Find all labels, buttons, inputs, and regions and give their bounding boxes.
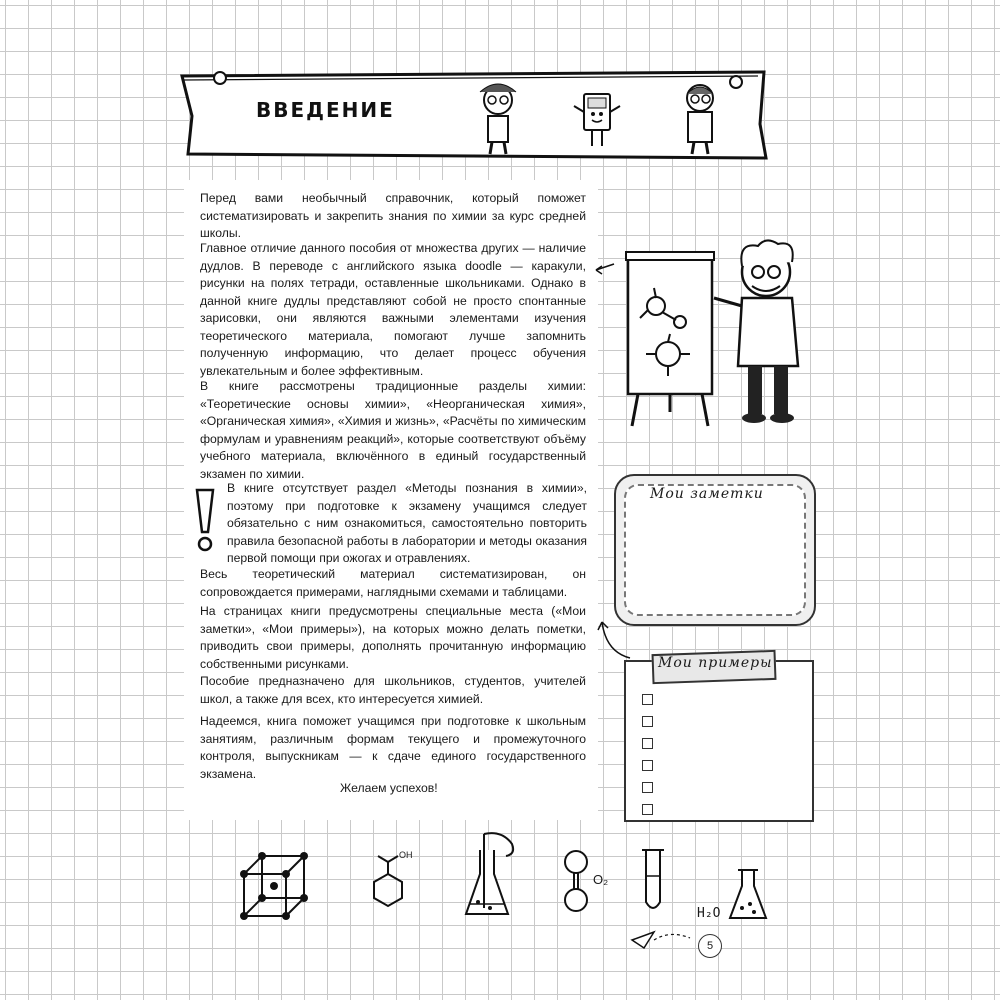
book-doodle-icon [572, 90, 622, 152]
erlenmeyer-flask-icon [728, 866, 768, 922]
example-checkbox[interactable] [642, 782, 653, 793]
closing-wish: Желаем успехов! [340, 781, 438, 795]
intro-paragraph-1: Перед вами необычный справочник, который поможет систематизировать и закрепить знания по химии за курс средней школы. [200, 191, 586, 240]
intro-paragraph-8: Надеемся, книга поможет учащимся при подготовке к школьным занятиям, различным формам текущего и промежуточного контроля, выпускникам — к сдаче единого государственного экзамена. [200, 714, 586, 781]
intro-paragraph-2: Главное отличие данного пособия от множества других — наличие дудлов. В переводе с английского языка doodle — каракули, рисунки на полях тетради, оставленные школьниками. Однако в данной книге дудлы представляют собой не просто спонтанные зарисовки, они являются важными элементами изучения теоретического материала, помогают лучше запомнить полученную информацию, что делает процесс обучения увлекательным и более эффективным. [200, 241, 586, 378]
page-title: ВВЕДЕНИЕ [256, 98, 395, 122]
example-checkbox[interactable] [642, 738, 653, 749]
h2o-label: H₂O [697, 906, 721, 921]
o2-label: O₂ [593, 872, 609, 887]
intro-paragraph-3: В книге рассмотрены традиционные разделы химии: «Теоретические основы химии», «Неорганическая химия», «Органическая химия», «Химия и жизнь», «Расчёты по химическим формулам и уравнениям реакций», которые соответствуют объёму учебного материала, включённого в единый государственный экзамен по химии. [200, 379, 586, 481]
example-checkbox[interactable] [642, 716, 653, 727]
boy-doodle-icon [676, 78, 726, 158]
example-checkbox[interactable] [642, 760, 653, 771]
intro-paragraph-7: Пособие предназначено для школьников, студентов, учителей школ, а также для всех, кто интересуется химией. [200, 674, 586, 706]
girl-doodle-icon [470, 78, 530, 158]
examples-title: Мои примеры [658, 655, 773, 671]
oh-label: OH [399, 850, 413, 860]
professor-doodle-icon [592, 236, 822, 436]
arrow-icon [596, 612, 636, 662]
paper-plane-icon [630, 926, 700, 956]
example-checkbox[interactable] [642, 804, 653, 815]
intro-paragraph-6: На страницах книги предусмотрены специальные места («Мои заметки», «Мои примеры»), на которых можно делать пометки, приводить свои примеры, дополнять прочитанную информацию собственными рисунками. [200, 604, 586, 671]
intro-paragraph-4: В книге отсутствует раздел «Методы познания в химии», поэтому при подготовке к экзамену учащимся следует обязательно с ним ознакомиться, самостоятельно повторить правила безопасной работы в лаборатории и методы оказания первой помощи при ожогах и отравлениях. [227, 481, 587, 565]
example-checkbox[interactable] [642, 694, 653, 705]
notes-title: Мои заметки [650, 486, 764, 502]
exclamation-icon [193, 488, 217, 552]
flask-with-tube-icon [462, 830, 522, 920]
test-tube-icon [640, 846, 666, 916]
page-number: 5 [698, 934, 722, 958]
notes-area[interactable] [624, 484, 806, 616]
crystal-lattice-icon [240, 852, 310, 922]
intro-paragraph-5: Весь теоретический материал систематизирован, он сопровождается примерами, наглядными схемами и таблицами. [200, 567, 586, 599]
